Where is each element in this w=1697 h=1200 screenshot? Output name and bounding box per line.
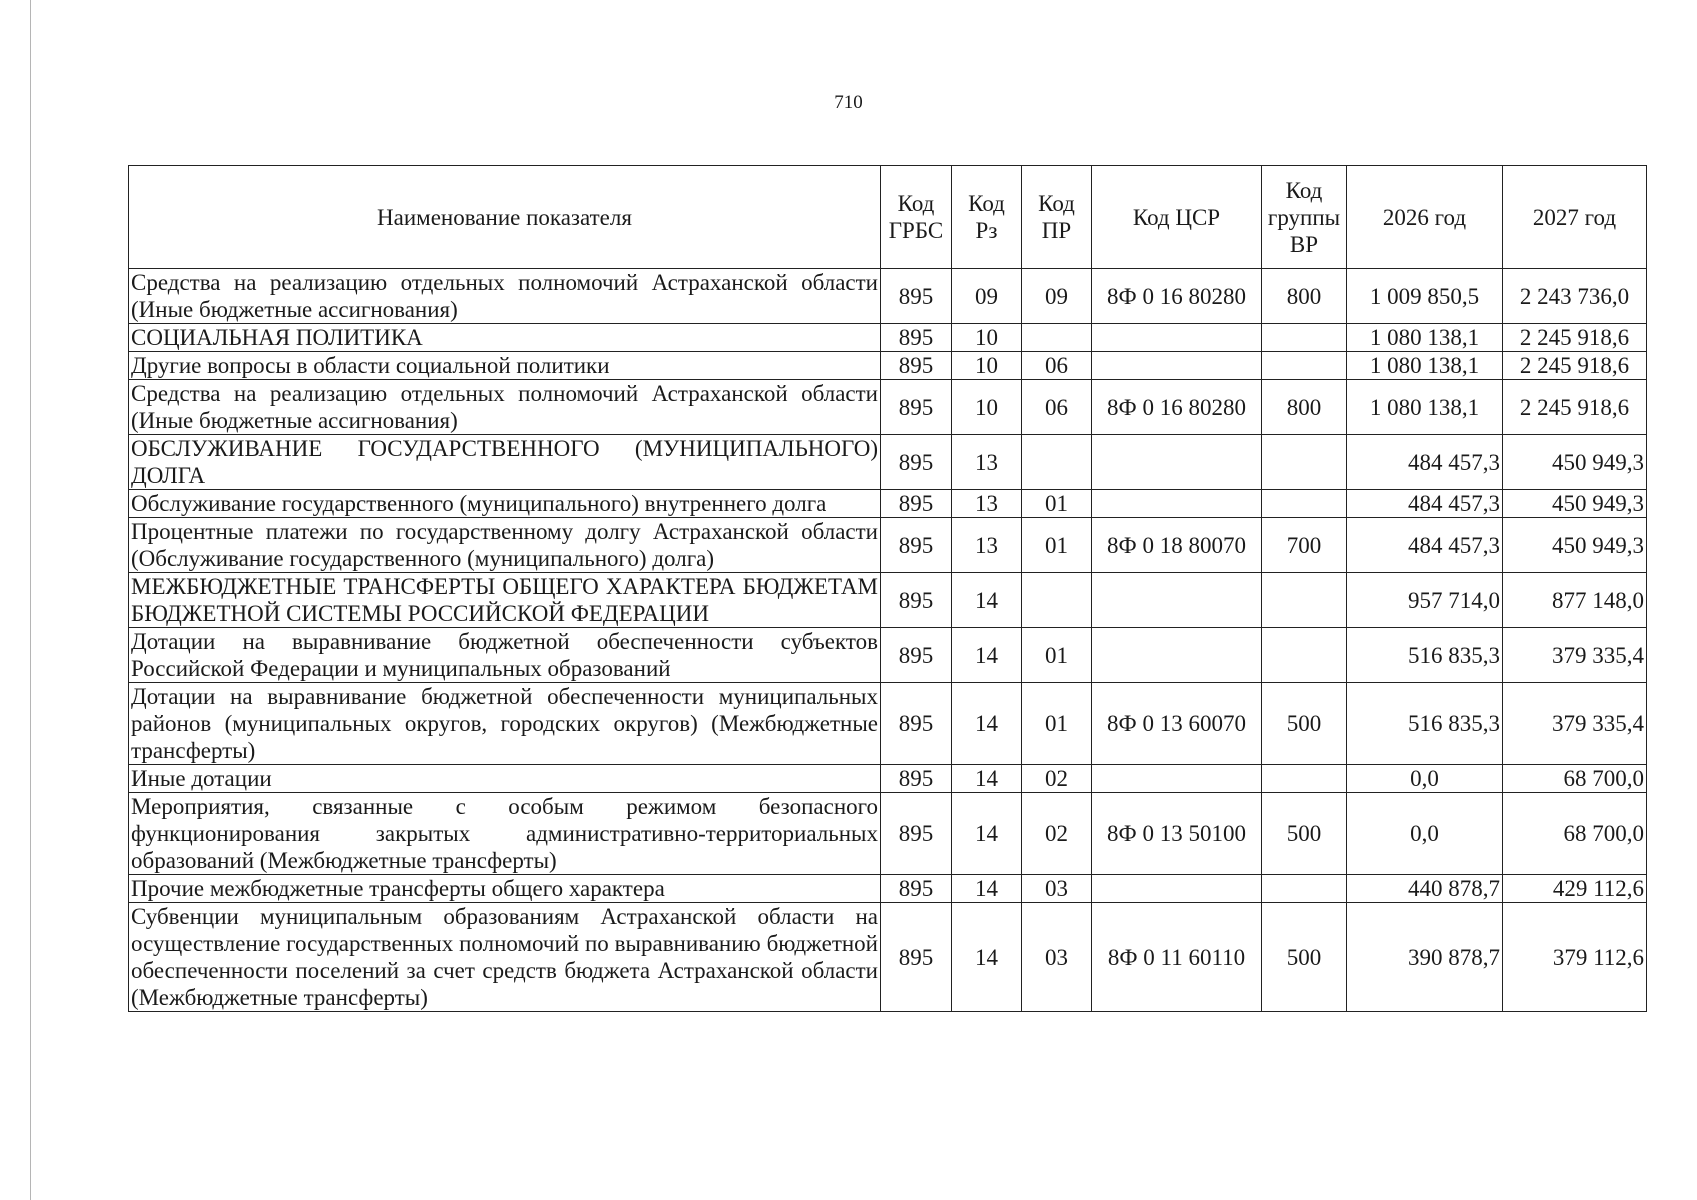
row-rz: 14	[952, 793, 1022, 875]
table-row	[129, 903, 1647, 1012]
row-2027: 2 245 918,6	[1503, 324, 1647, 352]
row-name: ОБСЛУЖИВАНИЕ ГОСУДАРСТВЕННОГО (МУНИЦИПАЛЬНОГО) ДОЛГА	[129, 435, 881, 490]
row-csr	[1092, 490, 1262, 518]
table-row	[129, 352, 1647, 380]
row-pr: 01	[1022, 628, 1092, 683]
row-grbs: 895	[881, 352, 952, 380]
row-name: Прочие межбюджетные трансферты общего характера	[129, 875, 881, 903]
row-vr	[1262, 352, 1347, 380]
table-row	[129, 793, 1647, 875]
scan-edge-line	[30, 0, 31, 1200]
row-vr	[1262, 765, 1347, 793]
row-csr	[1092, 573, 1262, 628]
table-row	[129, 380, 1647, 435]
row-2026: 484 457,3	[1347, 518, 1503, 573]
row-pr: 01	[1022, 490, 1092, 518]
row-2026: 957 714,0	[1347, 573, 1503, 628]
row-vr	[1262, 490, 1347, 518]
row-2027: 429 112,6	[1503, 875, 1647, 903]
row-csr	[1092, 435, 1262, 490]
row-rz: 14	[952, 903, 1022, 1012]
table-header-row	[129, 166, 1647, 269]
row-csr	[1092, 628, 1262, 683]
table-row	[129, 628, 1647, 683]
row-name: МЕЖБЮДЖЕТНЫЕ ТРАНСФЕРТЫ ОБЩЕГО ХАРАКТЕРА БЮДЖЕТАМ БЮДЖЕТНОЙ СИСТЕМЫ РОССИЙСКОЙ ФЕДЕРАЦИИ	[129, 573, 881, 628]
row-vr: 500	[1262, 683, 1347, 765]
row-grbs: 895	[881, 324, 952, 352]
table-row	[129, 324, 1647, 352]
row-name: Мероприятия, связанные с особым режимом безопасного функционирования закрытых административно-территориальных образований (Межбюджетные трансферты)	[129, 793, 881, 875]
row-2027: 2 245 918,6	[1503, 352, 1647, 380]
header-vr: Код группы ВР	[1262, 166, 1347, 269]
row-csr: 8Ф 0 18 80070	[1092, 518, 1262, 573]
row-rz: 10	[952, 380, 1022, 435]
row-2026: 516 835,3	[1347, 683, 1503, 765]
row-grbs: 895	[881, 628, 952, 683]
row-2027: 2 245 918,6	[1503, 380, 1647, 435]
header-csr: Код ЦСР	[1092, 166, 1262, 269]
row-rz: 14	[952, 573, 1022, 628]
header-pr: Код ПР	[1022, 166, 1092, 269]
row-rz: 09	[952, 269, 1022, 324]
row-2026: 1 080 138,1	[1347, 352, 1503, 380]
row-pr: 03	[1022, 875, 1092, 903]
row-2027: 68 700,0	[1503, 793, 1647, 875]
row-2026: 440 878,7	[1347, 875, 1503, 903]
row-2026: 1 080 138,1	[1347, 380, 1503, 435]
row-vr: 800	[1262, 269, 1347, 324]
table-row	[129, 435, 1647, 490]
row-name: Средства на реализацию отдельных полномочий Астраханской области (Иные бюджетные ассигнования)	[129, 380, 881, 435]
row-pr: 02	[1022, 793, 1092, 875]
row-2026: 0,0	[1347, 793, 1503, 875]
header-2026: 2026 год	[1347, 166, 1503, 269]
row-grbs: 895	[881, 490, 952, 518]
header-name: Наименование показателя	[129, 166, 881, 269]
row-pr: 06	[1022, 380, 1092, 435]
row-pr: 09	[1022, 269, 1092, 324]
row-grbs: 895	[881, 518, 952, 573]
row-rz: 10	[952, 324, 1022, 352]
row-2026: 516 835,3	[1347, 628, 1503, 683]
row-vr	[1262, 628, 1347, 683]
row-vr: 500	[1262, 793, 1347, 875]
row-2026: 484 457,3	[1347, 490, 1503, 518]
row-2027: 68 700,0	[1503, 765, 1647, 793]
budget-table	[128, 165, 1647, 1012]
row-csr	[1092, 765, 1262, 793]
table-row	[129, 518, 1647, 573]
row-name: СОЦИАЛЬНАЯ ПОЛИТИКА	[129, 324, 881, 352]
row-grbs: 895	[881, 793, 952, 875]
row-2026: 1 009 850,5	[1347, 269, 1503, 324]
row-2026: 1 080 138,1	[1347, 324, 1503, 352]
row-pr	[1022, 435, 1092, 490]
row-grbs: 895	[881, 903, 952, 1012]
row-2026: 484 457,3	[1347, 435, 1503, 490]
row-grbs: 895	[881, 435, 952, 490]
row-rz: 13	[952, 435, 1022, 490]
row-pr: 01	[1022, 683, 1092, 765]
table-row	[129, 269, 1647, 324]
row-2027: 450 949,3	[1503, 435, 1647, 490]
row-rz: 14	[952, 628, 1022, 683]
row-pr: 06	[1022, 352, 1092, 380]
row-pr: 01	[1022, 518, 1092, 573]
row-rz: 13	[952, 518, 1022, 573]
row-grbs: 895	[881, 875, 952, 903]
row-csr: 8Ф 0 13 50100	[1092, 793, 1262, 875]
row-2027: 2 243 736,0	[1503, 269, 1647, 324]
row-pr: 02	[1022, 765, 1092, 793]
row-rz: 10	[952, 352, 1022, 380]
row-vr: 500	[1262, 903, 1347, 1012]
row-rz: 14	[952, 683, 1022, 765]
row-name: Обслуживание государственного (муниципального) внутреннего долга	[129, 490, 881, 518]
table-row	[129, 683, 1647, 765]
row-name: Дотации на выравнивание бюджетной обеспеченности муниципальных районов (муниципальных округов, городских округов) (Межбюджетные трансферты)	[129, 683, 881, 765]
row-2027: 450 949,3	[1503, 490, 1647, 518]
row-vr: 700	[1262, 518, 1347, 573]
row-pr: 03	[1022, 903, 1092, 1012]
header-2027: 2027 год	[1503, 166, 1647, 269]
row-2026: 390 878,7	[1347, 903, 1503, 1012]
row-2027: 379 112,6	[1503, 903, 1647, 1012]
row-vr	[1262, 324, 1347, 352]
row-pr	[1022, 573, 1092, 628]
row-csr	[1092, 352, 1262, 380]
row-grbs: 895	[881, 573, 952, 628]
row-grbs: 895	[881, 380, 952, 435]
row-name: Другие вопросы в области социальной политики	[129, 352, 881, 380]
row-csr: 8Ф 0 11 60110	[1092, 903, 1262, 1012]
row-name: Иные дотации	[129, 765, 881, 793]
row-grbs: 895	[881, 765, 952, 793]
row-grbs: 895	[881, 269, 952, 324]
row-rz: 14	[952, 875, 1022, 903]
page-number: 710	[834, 92, 863, 113]
table-row	[129, 490, 1647, 518]
row-2027: 450 949,3	[1503, 518, 1647, 573]
row-vr	[1262, 875, 1347, 903]
row-name: Дотации на выравнивание бюджетной обеспеченности субъектов Российской Федерации и муниципальных образований	[129, 628, 881, 683]
row-2027: 877 148,0	[1503, 573, 1647, 628]
row-csr	[1092, 875, 1262, 903]
row-name: Средства на реализацию отдельных полномочий Астраханской области (Иные бюджетные ассигнования)	[129, 269, 881, 324]
table-row	[129, 875, 1647, 903]
row-2027: 379 335,4	[1503, 683, 1647, 765]
row-2027: 379 335,4	[1503, 628, 1647, 683]
row-pr	[1022, 324, 1092, 352]
row-name: Процентные платежи по государственному долгу Астраханской области (Обслуживание государственного (муниципального) долга)	[129, 518, 881, 573]
row-rz: 13	[952, 490, 1022, 518]
table-row	[129, 765, 1647, 793]
row-2026: 0,0	[1347, 765, 1503, 793]
row-csr: 8Ф 0 16 80280	[1092, 380, 1262, 435]
header-rz: Код Рз	[952, 166, 1022, 269]
row-csr: 8Ф 0 13 60070	[1092, 683, 1262, 765]
row-name: Субвенции муниципальным образованиям Астраханской области на осуществление государственных полномочий по выравниванию бюджетной обеспеченности поселений за счет средств бюджета Астраханской области (Межбюджетные трансферты)	[129, 903, 881, 1012]
row-grbs: 895	[881, 683, 952, 765]
row-vr	[1262, 573, 1347, 628]
row-csr: 8Ф 0 16 80280	[1092, 269, 1262, 324]
row-rz: 14	[952, 765, 1022, 793]
table-row	[129, 573, 1647, 628]
header-grbs: Код ГРБС	[881, 166, 952, 269]
row-vr: 800	[1262, 380, 1347, 435]
row-csr	[1092, 324, 1262, 352]
row-vr	[1262, 435, 1347, 490]
